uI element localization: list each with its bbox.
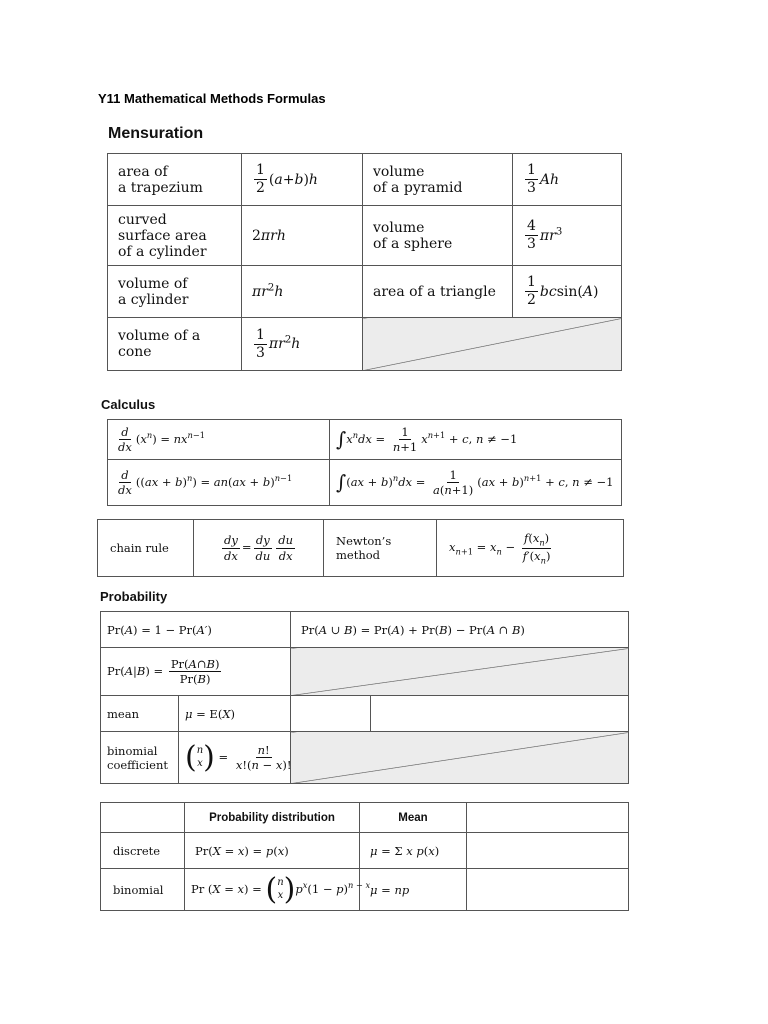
document-title: Y11 Mathematical Methods Formulas: [98, 91, 326, 106]
label-line: coefficient: [107, 757, 168, 772]
label-volume-cone: volume of a cone: [108, 318, 242, 371]
label-volume-pyramid: [363, 154, 513, 206]
label-line: volume of: [118, 275, 188, 292]
formula-binomial-distribution: Pr (X = x) = ( n x ) $p^x(1 - p)^{n - x}$: [185, 869, 360, 911]
table-row: [101, 696, 629, 732]
probability-distribution-table: [100, 802, 629, 911]
empty-hatched-cell: [291, 732, 629, 784]
label-line: curved: [118, 211, 167, 228]
formula-area-trapezium: $\frac{1}{2}$ (a+b)h: [242, 154, 363, 206]
table-row: [101, 732, 629, 784]
table-row: [101, 833, 629, 869]
label-line: of a sphere: [373, 235, 453, 252]
formula-volume-cylinder: $\pi r^2h$: [242, 266, 363, 318]
label-volume-cylinder: [108, 266, 242, 318]
label-newtons-method: Newton’s method: [324, 520, 437, 577]
table-row: [108, 460, 622, 506]
label-binomial-coefficient: [101, 732, 179, 784]
formula-derivative-power: $\frac{d}{dx}$ $(x^n) = nx^{n-1}$: [108, 420, 330, 460]
empty-cell: [467, 869, 629, 911]
formula-discrete-mean: μ = Σ x p(x): [360, 833, 467, 869]
formula-newtons-method: $x_{n+1} = x_n$ − $\frac{f(x_n)}{f'(x_n)}$: [437, 520, 624, 577]
table-row: [108, 154, 622, 206]
label-line: of a pyramid: [373, 179, 463, 196]
table-row: [108, 206, 622, 266]
formula-addition-rule: Pr(A ∪ B) = Pr(A) + Pr(B) − Pr(A ∩ B): [291, 612, 629, 648]
formula-binomial-mean: μ = np: [360, 869, 467, 911]
label-curved-surface-area: [108, 206, 242, 266]
table-row: [108, 420, 622, 460]
label-line: a cylinder: [118, 291, 189, 308]
formula-complement: Pr(A) = 1 − Pr(A′): [101, 612, 291, 648]
formula-curved-surface-area: 2πrh: [242, 206, 363, 266]
empty-hatched-cell: [291, 648, 629, 696]
column-header-distribution: Probability distribution: [185, 803, 360, 833]
formula-volume-sphere: $\frac{4}{3}$ $\pi r^3$: [513, 206, 622, 266]
label-line: volume: [373, 219, 425, 236]
label-line: of a cylinder: [118, 243, 207, 260]
mensuration-table: [107, 153, 622, 371]
formula-integral-linear-power: ∫(ax + b)$^n$dx = $\frac{1}{a(n+1)}$ (ax + b)$^{n+1}$ + c, n ≠ −1: [330, 460, 622, 506]
table-row: [101, 803, 629, 833]
empty-cell: [467, 833, 629, 869]
formula-integral-power: $\int x^ndx$ = $\frac{1}{n+1}$ $x^{n+1} + c$, n ≠ −1: [330, 420, 622, 460]
formula-binomial-coefficient: ( n x ) = $\frac{n!}{x!(n - x)!}$: [179, 732, 291, 784]
label-line: a trapezium: [118, 179, 203, 196]
empty-cell: [371, 696, 629, 732]
label-binomial: binomial: [101, 869, 185, 911]
formula-mean: μ = E(X): [179, 696, 291, 732]
probability-table: [100, 611, 629, 784]
table-row: [101, 869, 629, 911]
formula-conditional-probability: Pr(A|B) = $\frac{Pr(A\cap B)}{Pr(B)}$: [101, 648, 291, 696]
formula-volume-cone: $\frac{1}{3}$ $\pi r^2h$: [242, 318, 363, 371]
column-header-mean: Mean: [360, 803, 467, 833]
label-area-triangle: area of a triangle: [363, 266, 513, 318]
empty-cell: [291, 696, 371, 732]
empty-hatched-cell: [363, 318, 622, 371]
table-row: [101, 648, 629, 696]
label-volume-sphere: [363, 206, 513, 266]
table-row: [108, 266, 622, 318]
formula-volume-pyramid: $\frac{1}{3}$ Ah: [513, 154, 622, 206]
label-line: surface area: [118, 227, 207, 244]
label-line: binomial: [107, 743, 158, 758]
label-area-trapezium: [108, 154, 242, 206]
label-mean: mean: [101, 696, 179, 732]
header-empty-cell: [101, 803, 185, 833]
label-line: area of: [118, 163, 168, 180]
label-line: volume: [373, 163, 425, 180]
section-heading-calculus: Calculus: [101, 397, 156, 412]
formula-discrete-distribution: Pr(X = x) = p(x): [185, 833, 360, 869]
formula-chain-rule: $\frac{dy}{dx}$ = $\frac{dy}{du}$ $\frac{du}{dx}$: [194, 520, 324, 577]
table-row: [108, 318, 622, 371]
table-row: [101, 612, 629, 648]
table-row: [98, 520, 624, 577]
calculus-derivative-table: [107, 419, 622, 506]
header-empty-cell: [467, 803, 629, 833]
formula-area-triangle: $\frac{1}{2}$ bcsin(A): [513, 266, 622, 318]
section-heading-probability: Probability: [100, 589, 168, 604]
label-chain-rule: chain rule: [98, 520, 194, 577]
calculus-rules-table: [97, 519, 624, 577]
label-discrete: discrete: [101, 833, 185, 869]
section-heading-mensuration: Mensuration: [108, 125, 204, 142]
formula-derivative-linear-power: $\frac{d}{dx}$ ((ax + b)$^n$) = an(ax + b)$^{n-1}$: [108, 460, 330, 506]
